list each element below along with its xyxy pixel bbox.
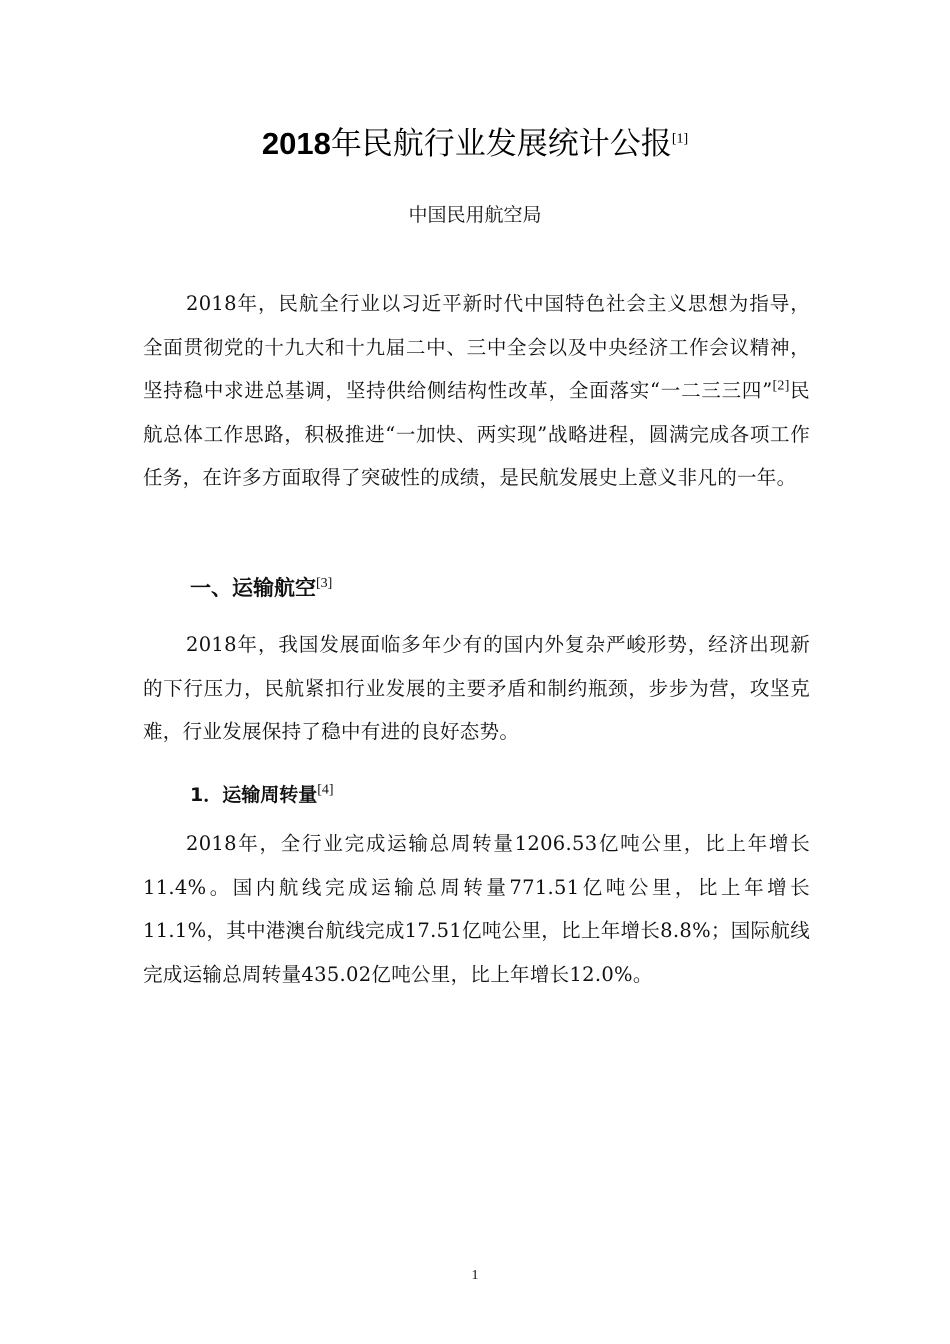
- footnote-ref-2[interactable]: [2]: [772, 378, 790, 394]
- footnote-ref-4[interactable]: [4]: [317, 782, 334, 798]
- document-title: [0, 118, 950, 163]
- section-heading-transport: [190, 572, 332, 602]
- title-text: 年民航行业发展统计公报: [330, 126, 672, 162]
- intro-text-2: 民航总体工作思路，积极推进“一加快、两实现”战略进程，圆满完成各项工作任务，在许多方面取得了突破性的成绩，是民航发展史上意义非凡的一年。: [143, 379, 810, 489]
- footnote-ref-1[interactable]: [1]: [671, 131, 689, 147]
- subsection-heading-text: 1．运输周转量: [190, 784, 318, 806]
- intro-text-1: 2018年，民航全行业以习近平新时代中国特色社会主义思想为指导，全面贯彻党的十九大和十九届二中、三中全会以及中央经济工作会议精神，坚持稳中求进总基调，坚持供给侧结构性改革，全面落实“一二三三四”: [143, 292, 810, 402]
- section-heading-text: 一、运输航空: [190, 576, 316, 600]
- document-author: 中国民用航空局: [408, 204, 542, 226]
- page-number: 1: [471, 1268, 479, 1283]
- title-year: 2018: [261, 126, 331, 161]
- turnover-paragraph: 2018年，全行业完成运输总周转量1206.53亿吨公里，比上年增长11.4%。国内航线完成运输总周转量771.51亿吨公里，比上年增长11.1%，其中港澳台航线完成17.51亿吨公里，比上年增长8.8%；国际航线完成运输总周转量435.02亿吨公里，比上年增长12.0%。: [143, 832, 810, 986]
- intro-paragraph: [143, 282, 810, 500]
- subsection-heading-turnover: [190, 780, 334, 807]
- section-paragraph: 2018年，我国发展面临多年少有的国内外复杂严峻形势，经济出现新的下行压力，民航紧扣行业发展的主要矛盾和制约瓶颈，步步为营，攻坚克难，行业发展保持了稳中有进的良好态势。: [143, 633, 810, 743]
- footnote-ref-3[interactable]: [3]: [316, 576, 333, 591]
